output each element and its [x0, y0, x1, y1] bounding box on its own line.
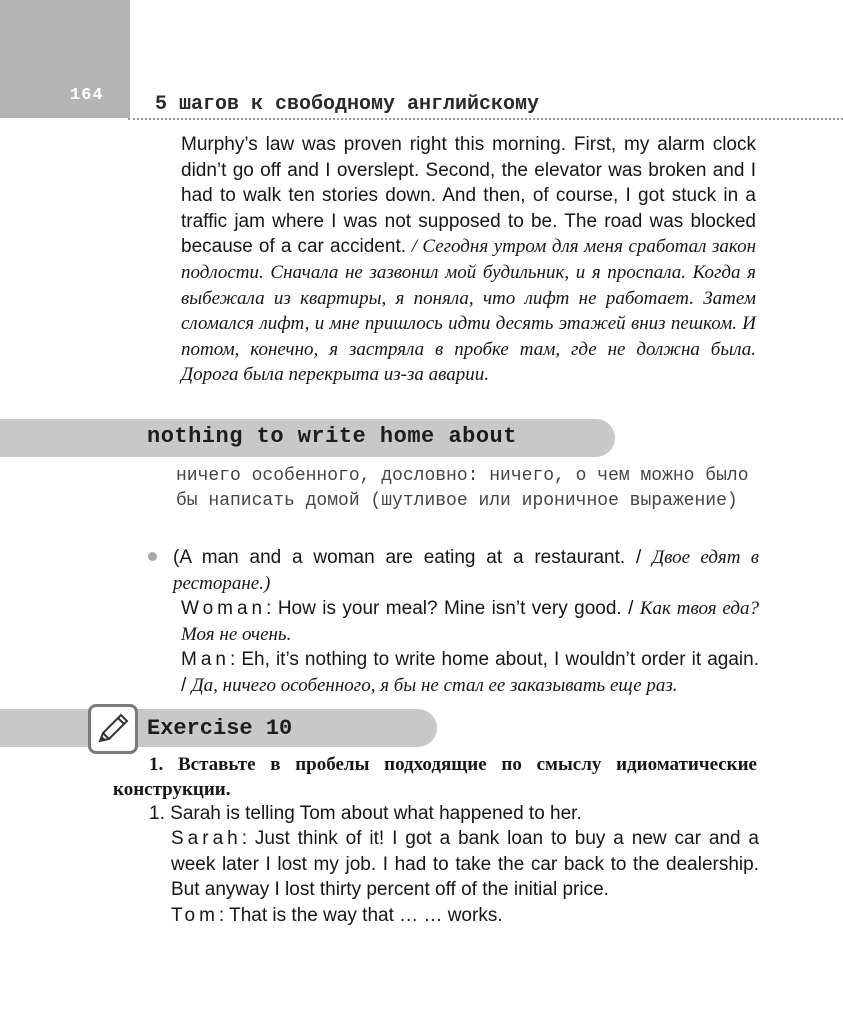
dialog-line-sarah: Sarah: Just think of it! I got a bank loan to buy a new car and a week later I lost my job. I had to take the car back to the dealership. But anyway I lost thirty percent off of the initial price. [171, 828, 759, 901]
speaker-man: Man [181, 649, 230, 670]
speaker-sarah: Sarah [171, 828, 242, 849]
running-title: 5 шагов к свободному английскому [155, 93, 540, 116]
example-separator: / [406, 236, 423, 258]
idiom-definition: ничего особенного, дословно: ничего, о чем можно было бы написать домой (шутливое или ироничное выражение) [176, 466, 749, 511]
pencil-icon [88, 704, 138, 754]
example-english: Murphy’s law was proven right this morning. First, my alarm clock didn’t go off and I overslept. Second, the elevator was broken and I had to walk ten stories down. And then, of course, I got stuck in a traffic jam where I was not supposed to be. The road was blocked because of a car accident. [181, 134, 756, 258]
dialog-setting: (A man and a woman are eating at a restaurant. / Двое едят в ресторане.) [173, 547, 760, 594]
idiom-title: nothing to write home about [147, 424, 517, 449]
exercise-item-1: 1. Sarah is telling Tom about what happened to her. [149, 803, 582, 824]
page-number: 164 [70, 86, 104, 105]
dialog-line-woman: Woman: How is your meal? Mine isn’t very good. / Как твоя еда? Моя не очень. [181, 598, 760, 645]
example-russian: Сегодня утром для меня сработал закон подлости. Сначала не зазвонил мой будильник, и я проспала. Когда я выбежала из квартиры, я поняла, что лифт не работает. Затем сломался лифт, и мне пришлось идти десять этажей вниз пешком. И потом, конечно, я застряла в пробке там, где не должна была. Дорога была перекрыта из-за аварии. [181, 236, 757, 386]
example-paragraph [181, 132, 756, 388]
exercise-title: Exercise 10 [147, 716, 293, 741]
speaker-woman: Woman [181, 598, 267, 619]
header-divider [128, 118, 843, 120]
speaker-tom: Tom [171, 905, 219, 926]
dialog-line-tom: Tom: That is the way that … … works. [171, 905, 503, 926]
exercise-task: 1. Вставьте в пробелы подходящие по смыслу идиоматические конструкции. [113, 754, 757, 800]
dialog-line-man: Man: Eh, it’s nothing to write home about, I wouldn’t order it again. / Да, ничего особенного, я бы не стал ее заказывать еще раз. [181, 649, 759, 696]
bullet-icon [148, 552, 157, 561]
